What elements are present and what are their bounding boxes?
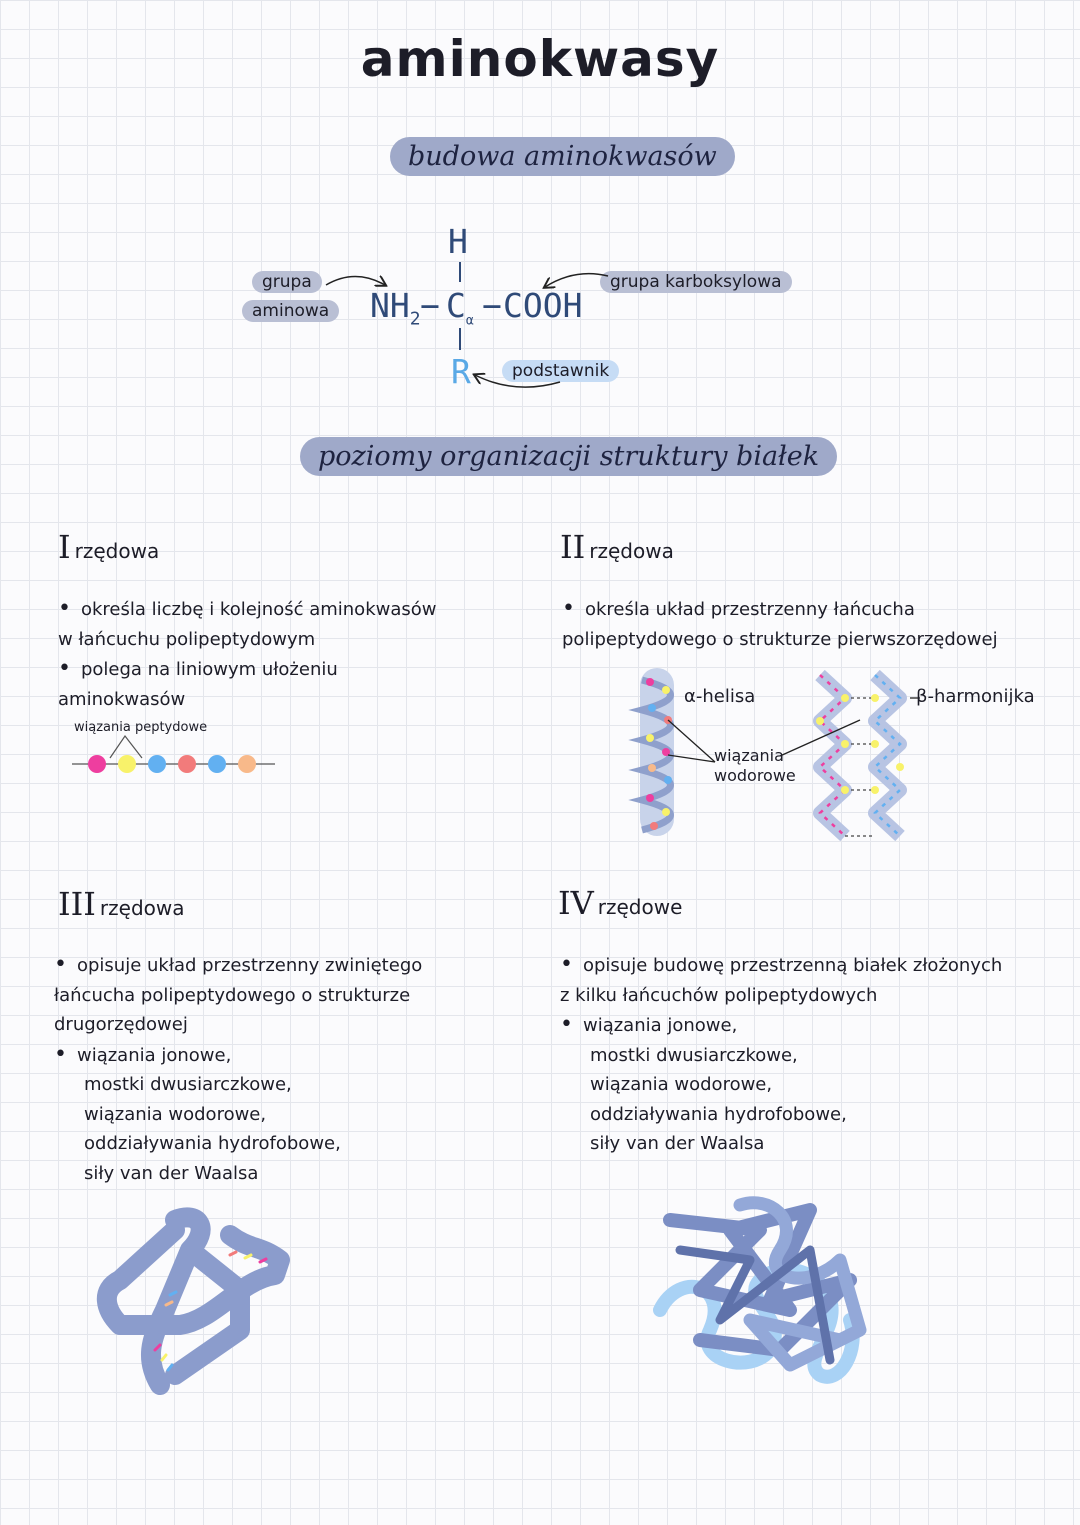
level2-text: • określa układ przestrzenny łańcucha polipeptydowego o strukturze pierwszorzędowej [562, 596, 998, 650]
hydrogen-atom: H [448, 222, 468, 261]
level1-text: • określa liczbę i kolejność aminokwasów w łańcuchu polipeptydowym • polega na liniowym ułożeniu aminokwasów [58, 596, 437, 710]
section-title-levels: poziomy organizacji struktury białek [300, 437, 837, 476]
amino-bead [238, 755, 256, 773]
arrow-carboxyl [545, 274, 608, 287]
peptide-bond-label: wiązania peptydowe [74, 720, 208, 735]
amino-group-formula: $NH_2$ [370, 286, 421, 330]
tertiary-structure-drawing [80, 1200, 310, 1410]
hydrogen-bonds-label: wiązania wodorowe [714, 746, 796, 785]
quaternary-structure-drawing [640, 1190, 890, 1400]
primary-structure-diagram [60, 730, 290, 785]
alpha-helix-label: α-helisa [684, 686, 756, 707]
alpha-helix-drawing [640, 668, 674, 836]
label-carboxyl-group: grupa karboksylowa [600, 271, 792, 293]
beta-sheet-drawing [816, 675, 904, 836]
amino-bead [118, 755, 136, 773]
r-group: R [451, 352, 471, 391]
beta-sheet-label: β-harmonijka [916, 686, 1035, 707]
label-substituent: podstawnik [502, 360, 619, 382]
amino-bead [88, 755, 106, 773]
structure-arrows [0, 0, 1080, 420]
level1-heading: Irzędowa [58, 528, 160, 566]
label-amino-group-1: grupa [252, 271, 322, 293]
page-title: aminokwasy [360, 30, 720, 88]
amino-bead [178, 755, 196, 773]
arrow-amino [326, 277, 385, 286]
carboxyl-formula: COOH [503, 286, 583, 325]
label-amino-group-2: aminowa [242, 300, 339, 322]
bond-left: − [420, 286, 440, 325]
amino-bead [208, 755, 226, 773]
level3-heading: III rzędowa [58, 885, 185, 923]
level4-text: • opisuje budowę przestrzenną białek złożonych z kilku łańcuchów polipeptydowych • wiązania jonowe, mostki dwusiarczkowe, wiązania wodorowe, oddziaływania hydrofobowe, siły van der Waalsa [560, 952, 1003, 1154]
alpha-carbon: $C_\alpha$ [446, 286, 474, 329]
arrow-substituent [475, 375, 560, 387]
level4-heading: IV rzędowe [558, 884, 683, 922]
amino-bead [148, 755, 166, 773]
bond-right: − [482, 286, 502, 325]
section-title-structure: budowa aminokwasów [390, 137, 735, 176]
level3-text: • opisuje układ przestrzenny zwiniętego łańcucha polipeptydowego o strukturze drugorzędowej • wiązania jonowe, mostki dwusiarczkowe, wiązania wodorowe, oddziaływania hydrofobowe, siły van der Waalsa [54, 952, 423, 1184]
level2-heading: II rzędowa [560, 528, 674, 566]
